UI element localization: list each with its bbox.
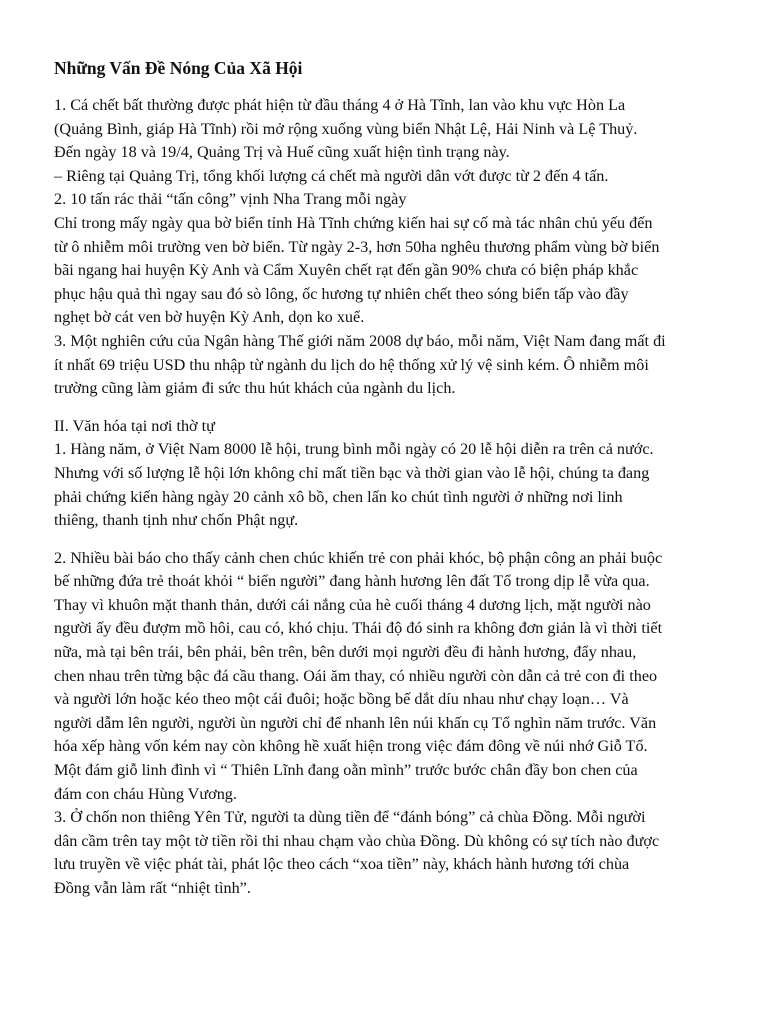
- document-page: [54, 56, 724, 901]
- paragraph-line: 2. Nhiều bài báo cho thấy cảnh chen chúc khiến trẻ con phải khóc, bộ phận công an phải buộc: [54, 548, 663, 567]
- paragraph-line: nghẹt bờ cát ven bờ huyện Kỳ Anh, dọn ko xuể.: [54, 308, 365, 327]
- paragraph-line: từ ô nhiễm môi trường ven bờ biển. Từ ngày 2-3, hơn 50ha nghêu thương phẩm vùng bờ biển: [54, 237, 660, 256]
- section-festival-crowds: [54, 547, 724, 901]
- paragraph-line: Thay vì khuôn mặt thanh thản, dưới cái nắng của hè cuối tháng 4 dương lịch, mặt người nào: [54, 595, 651, 614]
- paragraph-line: chen nhau trên từng bậc đá cầu thang. Oái ăm thay, có nhiều người còn dẫn cả trẻ con đi theo: [54, 666, 658, 685]
- section-culture: [54, 415, 724, 533]
- section-heading: II. Văn hóa tại nơi thờ tự: [54, 416, 215, 435]
- paragraph-line: Đồng vẫn làm rất “nhiệt tình”.: [54, 879, 251, 897]
- paragraph-line: dân cầm trên tay một tờ tiền rồi thi nhau chạm vào chùa Đồng. Dù không có sự tích nào được: [54, 831, 660, 850]
- paragraph-line: đám con cháu Hùng Vương.: [54, 784, 237, 803]
- paragraph-line: trường cũng làm giảm đi sức thu hút khách của ngành du lịch.: [54, 379, 456, 398]
- section-environment: [54, 94, 724, 401]
- paragraph-line: lưu truyền về việc phát tài, phát lộc theo cách “xoa tiền” này, khách hành hương tới chùa: [54, 855, 630, 874]
- paragraph-line: Chỉ trong mấy ngày qua bờ biển tỉnh Hà Tĩnh chứng kiến hai sự cố mà tác nhân chủ yếu đến: [54, 213, 653, 232]
- paragraph-line: người dẫm lên người, người ùn người chỉ để nhanh lên núi khấn cụ Tổ nghìn năm trước. Văn: [54, 713, 657, 732]
- paragraph-line: Nhưng với số lượng lễ hội lớn không chỉ mất tiền bạc và thời gian vào lễ hội, chúng ta đang: [54, 463, 650, 482]
- paragraph-line: 1. Cá chết bất thường được phát hiện từ đầu tháng 4 ở Hà Tĩnh, lan vào khu vực Hòn La: [54, 96, 626, 114]
- paragraph-line: ít nhất 69 triệu USD thu nhập từ ngành du lịch do hệ thống xử lý vệ sinh kém. Ô nhiễm môi: [54, 355, 649, 374]
- document-title: Những Vấn Đề Nóng Của Xã Hội: [54, 58, 303, 78]
- paragraph-line: 2. 10 tấn rác thải “tấn công” vịnh Nha Trang mỗi ngày: [54, 190, 407, 209]
- paragraph-line: nữa, mà tại bên trái, bên phải, bên trên, bên dưới mọi người đều đi hành hương, đẩy nhau,: [54, 643, 637, 662]
- paragraph-line: phục hậu quả thì ngay sau đó sò lông, ốc hương tự nhiên chết theo sóng biển tấp vào đầy: [54, 284, 629, 303]
- paragraph-line: phải chứng kiến hàng ngày 20 cảnh xô bồ, chen lấn ko chút tình người ở những nơi linh: [54, 487, 623, 506]
- paragraph-line: thiêng, thanh tịnh như chốn Phật ngự.: [54, 511, 299, 530]
- paragraph-line: 3. Ở chốn non thiêng Yên Tử, người ta dùng tiền để “đánh bóng” cả chùa Đồng. Mỗi người: [54, 808, 646, 827]
- paragraph-line: hóa xếp hàng vốn kém nay còn không hề xuất hiện trong việc đám đông về núi nhớ Giỗ Tổ.: [54, 737, 648, 756]
- paragraph-line: (Quảng Bình, giáp Hà Tĩnh) rồi mở rộng xuống vùng biển Nhật Lệ, Hải Ninh và Lệ Thuỷ.: [54, 119, 638, 138]
- paragraph-line: và người lớn hoặc kéo theo một cái đuôi; hoặc bồng bế dắt díu nhau như chạy loạn… Và: [54, 690, 629, 709]
- paragraph-line: 1. Hàng năm, ở Việt Nam 8000 lễ hội, trung bình mỗi ngày có 20 lễ hội diễn ra trên cả nước.: [54, 440, 654, 459]
- paragraph-line: bãi ngang hai huyện Kỳ Anh và Cẩm Xuyên chết rạt đến gần 90% chưa có biện pháp khắc: [54, 261, 639, 280]
- paragraph-line: Đến ngày 18 và 19/4, Quảng Trị và Huế cũng xuất hiện tình trạng này.: [54, 143, 510, 162]
- paragraph-line: người ấy đều đượm mồ hôi, cau có, khó chịu. Thái độ đó sinh ra không đơn giản là vì thời tiết: [54, 619, 663, 638]
- paragraph-line: bế những đứa trẻ thoát khỏi “ biển người” đang hành hương lên đất Tổ trong dịp lễ vừa qua.: [54, 572, 650, 591]
- paragraph-line: 3. Một nghiên cứu của Ngân hàng Thế giới năm 2008 dự báo, mỗi năm, Việt Nam đang mất đi: [54, 331, 666, 350]
- paragraph-line: Một đám giỗ linh đình vì “ Thiên Lĩnh đang oằn mình” trước bước chân đầy bon chen của: [54, 761, 638, 780]
- paragraph-line: – Riêng tại Quảng Trị, tổng khối lượng cá chết mà người dân vớt được từ 2 đến 4 tấn.: [54, 166, 609, 185]
